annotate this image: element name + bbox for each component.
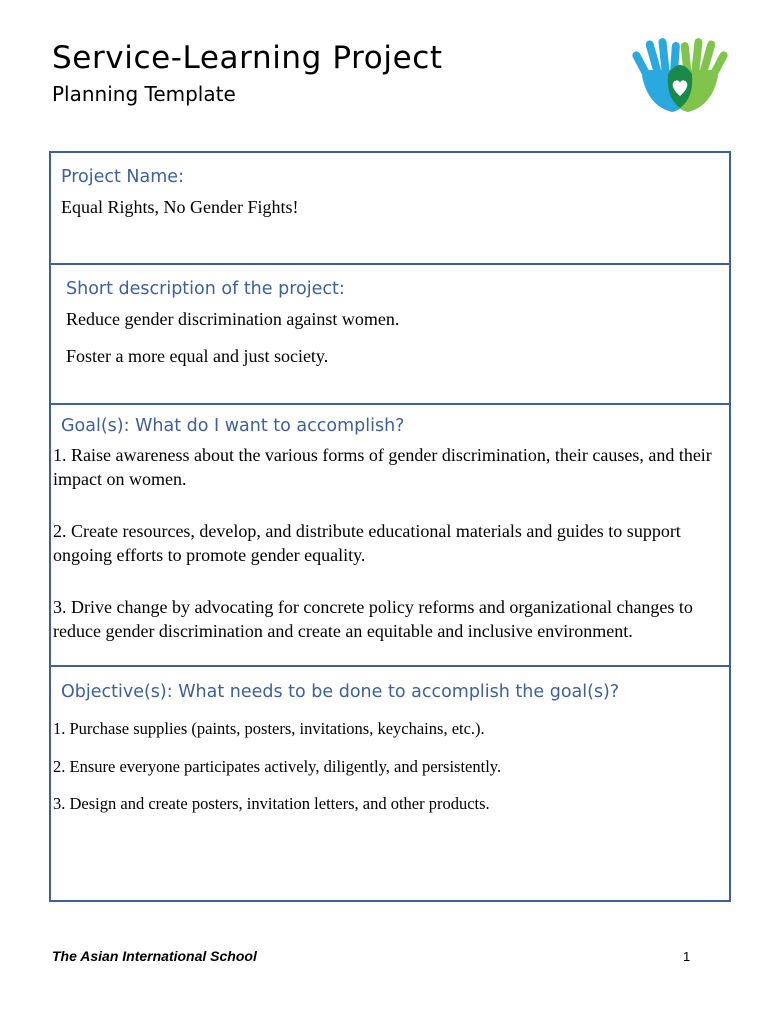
- objective-item: 3. Design and create posters, invitation letters, and other products.: [53, 794, 490, 813]
- description-heading: Short description of the project:: [66, 279, 345, 299]
- description-line: Reduce gender discrimination against women.: [66, 309, 400, 329]
- project-name-heading: Project Name:: [61, 167, 184, 187]
- goals-heading: Goal(s): What do I want to accomplish?: [61, 416, 405, 436]
- goals-section: [51, 403, 729, 665]
- objective-item: 2. Ensure everyone participates actively, diligently, and persistently.: [53, 757, 502, 776]
- hands-heart-logo: [632, 36, 728, 116]
- objective-item: 1. Purchase supplies (paints, posters, invitations, keychains, etc.).: [53, 719, 485, 738]
- description-section: [51, 263, 729, 403]
- page-title: Service-Learning Project: [52, 40, 443, 76]
- project-name-section: [51, 153, 729, 263]
- objectives-section: [51, 665, 729, 900]
- objectives-heading: Objective(s): What needs to be done to accomplish the goal(s)?: [61, 682, 620, 702]
- goal-item: 1. Raise awareness about the various forms of gender discrimination, their causes, and their impact on women.: [53, 445, 712, 489]
- goal-item: 2. Create resources, develop, and distribute educational materials and guides to support ongoing efforts to promote gender equality.: [53, 521, 681, 565]
- page-subtitle: Planning Template: [52, 82, 236, 106]
- page-number: 1: [683, 949, 691, 964]
- planning-template-table: [49, 151, 731, 902]
- description-line: Foster a more equal and just society.: [66, 346, 329, 366]
- goal-item: 3. Drive change by advocating for concrete policy reforms and organizational changes to reduce gender discrimination and create an equitable and inclusive environment.: [53, 597, 693, 641]
- project-name-value: Equal Rights, No Gender Fights!: [61, 197, 299, 217]
- footer-school-name: The Asian International School: [52, 948, 257, 964]
